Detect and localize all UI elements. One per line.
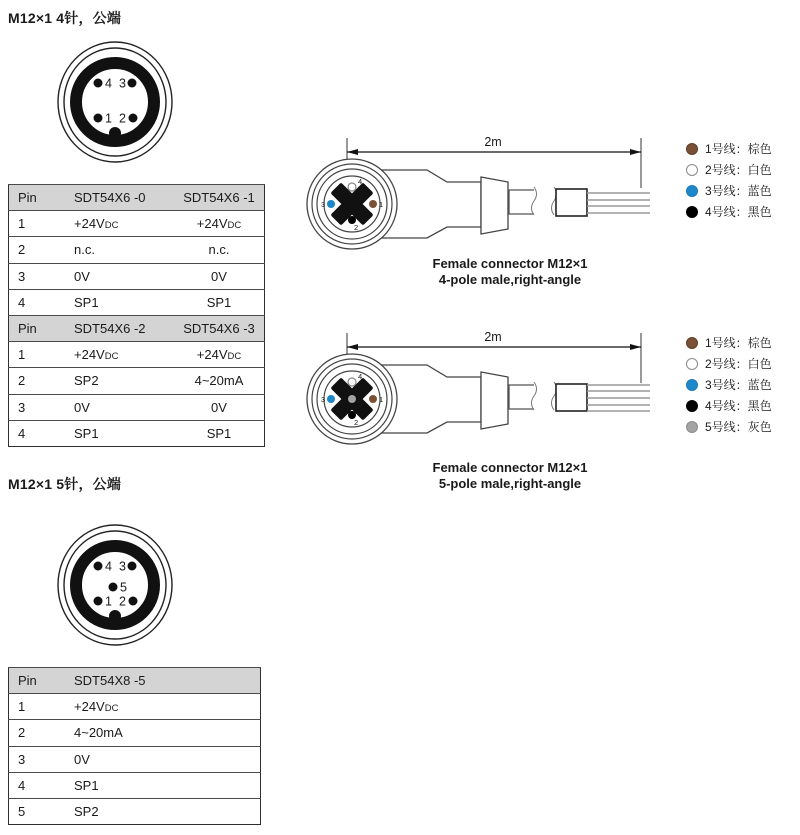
keyway-notch [109, 127, 121, 139]
pin-dot-2 [129, 597, 138, 606]
socket-label-2: 2 [354, 223, 359, 232]
table-row [9, 746, 261, 772]
pin-label-4: 4 [105, 559, 112, 574]
socket-dot-white-4 [348, 378, 356, 386]
keyway-notch [109, 610, 121, 622]
socket-label-3: 3 [321, 395, 326, 404]
dimension-label: 2m [484, 135, 502, 149]
arrowhead-left [347, 149, 358, 155]
arrowhead-right [630, 344, 641, 350]
cable-segment [509, 385, 534, 409]
socket-label-2: 2 [354, 418, 359, 427]
pin-label-3: 3 [119, 559, 126, 574]
caption-line2: 5-pole male,right-angle [438, 476, 582, 491]
connector-body-side-view [360, 170, 650, 238]
socket-dot-blue-3 [327, 395, 335, 403]
socket-dot-gray-5 [348, 395, 356, 403]
wire-legend-item [686, 353, 772, 374]
table-cell: 5 [9, 798, 66, 824]
table-cell: 3 [9, 746, 66, 772]
pin-dot-4 [94, 79, 103, 88]
socket-dot-blue-3 [327, 200, 335, 208]
section-heading-4pin: M12×1 4针，公端 [8, 10, 122, 26]
table-cell: n.c. [65, 237, 178, 263]
table-cell: 0V [65, 746, 261, 772]
table-cell: 4 [9, 289, 66, 315]
table-cell: SP2 [65, 368, 178, 394]
socket-dot-brown-1 [369, 395, 377, 403]
table-cell: +24VDC [65, 694, 261, 720]
table-cell: SP1 [178, 420, 265, 446]
table-cell: 2 [9, 720, 66, 746]
subscript: DC [104, 703, 119, 715]
connector-face-side-view [307, 159, 397, 249]
table-row [9, 237, 265, 263]
pin-dot-4 [94, 562, 103, 571]
socket-label-1: 1 [379, 395, 384, 404]
pin-label-2: 2 [119, 111, 126, 126]
socket-label-4: 4 [358, 372, 363, 381]
table-cell: +24VDC [178, 211, 265, 237]
table-row [9, 394, 265, 420]
wire-legend-label: 3号线：蓝色 [705, 184, 772, 198]
wire-legend-label: 5号线：灰色 [705, 420, 772, 434]
wire-legend-item [686, 159, 772, 180]
wire-legend-label: 4号线：黑色 [705, 205, 772, 219]
table-row [9, 798, 261, 824]
socket-label-1: 1 [379, 200, 384, 209]
table-row [9, 694, 261, 720]
pin-label-4: 4 [105, 76, 112, 91]
table-cell: 2 [9, 237, 66, 263]
table-cell: SP1 [178, 289, 265, 315]
wire-color-dot-icon [686, 400, 698, 412]
pinout-table-5pin [8, 667, 261, 825]
column-header: Pin [9, 185, 66, 211]
cable-drawing-5pin [300, 325, 660, 450]
caption-line1: Female connector M12×1 [432, 460, 588, 475]
wire-legend-label: 3号线：蓝色 [705, 378, 772, 392]
wire-legend-label: 2号线：白色 [705, 163, 772, 177]
table-row [9, 342, 265, 368]
caption-line1: Female connector M12×1 [432, 256, 588, 271]
column-header: SDT54X6 -0 [65, 185, 178, 211]
table-row [9, 211, 265, 237]
connector-face-side-view [307, 354, 397, 444]
arrowhead-right [630, 149, 641, 155]
table-header-row [9, 315, 265, 341]
subscript: DC [227, 351, 242, 363]
wire-legend-label: 4号线：黑色 [705, 399, 772, 413]
pin-label-1: 1 [105, 594, 112, 609]
table-cell: SP1 [65, 420, 178, 446]
socket-label-3: 3 [321, 200, 326, 209]
table-row [9, 720, 261, 746]
cable-sleeve [556, 384, 587, 411]
wire-color-legend-5pin [686, 332, 772, 437]
socket-label-5: 5 [357, 399, 362, 408]
wire-legend-item [686, 416, 772, 437]
cable-gland [481, 177, 508, 234]
pin-dot-3 [128, 562, 137, 571]
table-cell: 4 [9, 420, 66, 446]
wire-color-dot-icon [686, 164, 698, 176]
wire-legend-label: 2号线：白色 [705, 357, 772, 371]
table-cell: 0V [178, 394, 265, 420]
wire-legend-label: 1号线：棕色 [705, 336, 772, 350]
pin-label-5: 5 [120, 580, 127, 595]
table-row [9, 263, 265, 289]
pin-dot-5 [109, 583, 118, 592]
table-cell: 4~20mA [65, 720, 261, 746]
dimension-label: 2m [484, 330, 502, 344]
cable-sleeve [556, 189, 587, 216]
column-header: SDT54X6 -3 [178, 315, 265, 341]
connector-body-side-view [360, 365, 650, 433]
connector-face-front-view-5pin [50, 523, 180, 649]
arrowhead-left [347, 344, 358, 350]
wire-legend-item [686, 374, 772, 395]
column-header: Pin [9, 668, 66, 694]
table-header-row [9, 668, 261, 694]
table-cell: n.c. [178, 237, 265, 263]
table-cell: 1 [9, 342, 66, 368]
pin-dot-2 [129, 114, 138, 123]
column-header: SDT54X6 -1 [178, 185, 265, 211]
table-row [9, 420, 265, 446]
table-row [9, 772, 261, 798]
wire-color-dot-icon [686, 337, 698, 349]
table-cell: +24VDC [178, 342, 265, 368]
wire-color-dot-icon [686, 185, 698, 197]
wire-color-dot-icon [686, 206, 698, 218]
column-header: SDT54X8 -5 [65, 668, 261, 694]
pin-dot-3 [128, 79, 137, 88]
wire-color-dot-icon [686, 421, 698, 433]
socket-dot-white-4 [348, 183, 356, 191]
wire-legend-item [686, 201, 772, 222]
cable-caption-4pin [360, 256, 660, 288]
table-row [9, 289, 265, 315]
subscript: DC [104, 351, 119, 363]
table-cell: 0V [65, 263, 178, 289]
cable-caption-5pin [360, 460, 660, 492]
table-cell: +24VDC [65, 211, 178, 237]
table-cell: 3 [9, 263, 66, 289]
table-cell: 2 [9, 368, 66, 394]
connector-face-front-view-4pin [50, 40, 180, 166]
table-cell: 4 [9, 772, 66, 798]
subscript: DC [227, 220, 242, 232]
table-cell: SP1 [65, 772, 261, 798]
wire-color-legend-4pin [686, 138, 772, 222]
socket-label-4: 4 [358, 177, 363, 186]
wire-leads [587, 385, 650, 411]
pin-dot-1 [94, 114, 103, 123]
wire-legend-item [686, 332, 772, 353]
socket-dot-brown-1 [369, 200, 377, 208]
column-header: Pin [9, 315, 66, 341]
cable-segment [509, 190, 534, 214]
pin-label-2: 2 [119, 594, 126, 609]
pin-label-3: 3 [119, 76, 126, 91]
table-cell: 3 [9, 394, 66, 420]
table-cell: SP2 [65, 798, 261, 824]
wire-leads [587, 193, 650, 213]
wire-legend-item [686, 395, 772, 416]
cable-drawing-4pin [300, 130, 660, 255]
table-cell: +24VDC [65, 342, 178, 368]
wire-color-dot-icon [686, 358, 698, 370]
wire-color-dot-icon [686, 143, 698, 155]
wire-legend-item [686, 180, 772, 201]
table-row [9, 368, 265, 394]
cable-gland [481, 372, 508, 429]
pin-dot-1 [94, 597, 103, 606]
table-header-row [9, 185, 265, 211]
pin-label-1: 1 [105, 111, 112, 126]
subscript: DC [104, 220, 119, 232]
pinout-table-4pin [8, 184, 265, 447]
section-heading-5pin: M12×1 5针，公端 [8, 476, 122, 492]
table-cell: 0V [65, 394, 178, 420]
table-cell: 1 [9, 694, 66, 720]
table-cell: 4~20mA [178, 368, 265, 394]
table-cell: 0V [178, 263, 265, 289]
wire-color-dot-icon [686, 379, 698, 391]
wire-legend-label: 1号线：棕色 [705, 142, 772, 156]
column-header: SDT54X6 -2 [65, 315, 178, 341]
wire-legend-item [686, 138, 772, 159]
table-cell: SP1 [65, 289, 178, 315]
caption-line2: 4-pole male,right-angle [438, 272, 582, 287]
table-cell: 1 [9, 211, 66, 237]
